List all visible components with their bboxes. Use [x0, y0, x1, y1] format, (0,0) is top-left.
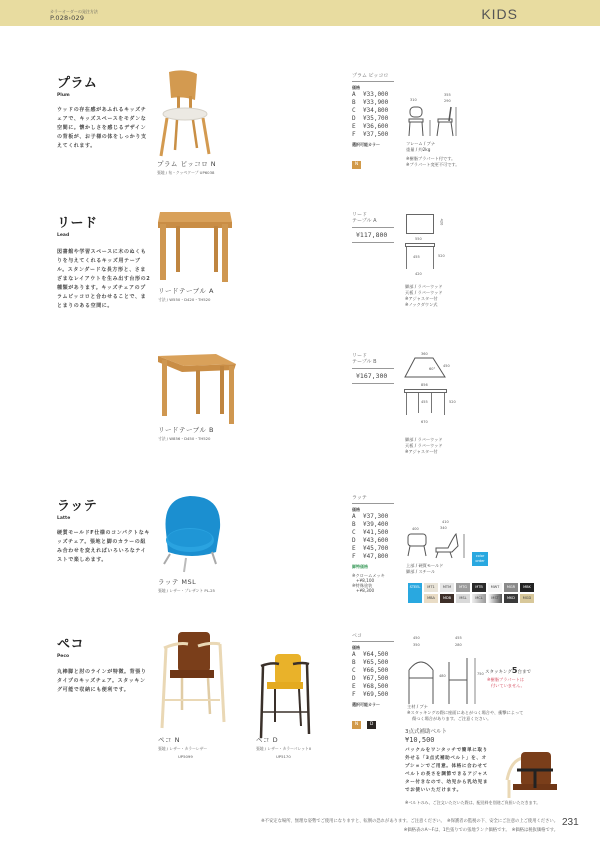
swatch[interactable]: MDB: [440, 594, 454, 603]
latte-heading: ラッテ Latte: [57, 499, 98, 521]
plum-description: ウッドの存在感があふれるキッズチェアで、キッズスペースをモダンな空間に。懐かしさを感じるデザインの背板が、お子様の体をしっかり支えてくれます。: [57, 107, 147, 149]
product-title-en: Plum: [57, 93, 70, 98]
peco-note: ※スタッキングの際に座面にあとがつく場合や、衝撃によって 傷つく場合があります。ご注意ください。: [407, 710, 524, 721]
color-chip-d[interactable]: D: [367, 721, 376, 729]
lead-a-price: ¥117,800: [352, 227, 394, 243]
price-row: E ¥36,600: [352, 123, 389, 130]
latte-chair-image: [156, 492, 228, 574]
peco-n-chair-image: [158, 630, 230, 730]
latte-swatch-row-1: [424, 583, 584, 592]
latte-spec: ラッテ 価格 A ¥37,300 B ¥39,400 C ¥41,500 D ¥43,600 E ¥45,700 F ¥47,800 脚特価格 ※クロームメッキ +¥8,100 ※特殊塗装 +¥8,300: [352, 494, 394, 593]
belt-option: 3点式補助ベルト ¥10,500 バックルをワンタッチで簡単に取り外せる「3点式補助ベルト」を、オプションでご用意。体格に合わせてベルトの長さを調節できるアジャスター付きなので、幼児から乳幼児までお使いいただけます。: [405, 729, 489, 793]
plum-dimension-drawing: 310 355 290: [406, 93, 466, 138]
lead-b-drawing: 360 450 60° 856 455 520 670: [403, 352, 453, 430]
page-number: 231: [562, 817, 579, 828]
price-row: B ¥33,900: [352, 99, 389, 106]
plum-heading: [57, 72, 97, 98]
swatch[interactable]: MST: [488, 594, 502, 603]
peco-n-caption: ペコ N 張地 / レザー・カラーレザー UP5099: [158, 736, 208, 759]
header-subtitle: カラーオーダーの発注方法: [50, 9, 98, 14]
price-row: F ¥37,500: [352, 131, 389, 138]
peco-d-chair-image: [257, 652, 313, 740]
swatch[interactable]: MTG: [456, 583, 470, 592]
price-label: 価格: [352, 85, 360, 90]
category-title: KIDS: [481, 6, 518, 22]
color-order-badge: color order: [472, 552, 488, 566]
latte-options: ※クロームメッキ +¥8,100 ※特殊塗装 +¥8,300: [352, 573, 385, 593]
lead-b-spec: リード テーブル B ¥167,300: [352, 353, 394, 384]
latte-description: 硬質モールドF仕様のコンパクトなキッズチェア。張地と脚のカラーの組み合わせを変えればいろいろなテイストで楽しめます。: [57, 530, 150, 563]
plum-spec: [352, 72, 394, 169]
price-row: C ¥34,800: [352, 107, 389, 114]
latte-caption: ラッテ MSL 張地 / レザー・プレザント PL-25: [158, 578, 215, 593]
swatch[interactable]: MCL: [472, 594, 486, 603]
color-label: 選択可能カラー: [352, 142, 380, 147]
latte-drawing: 400 410 340: [406, 520, 486, 560]
swatch[interactable]: MGD: [520, 594, 534, 603]
peco-drawing: 450 350 455 280 480 750: [405, 636, 485, 706]
peco-warning: ※樹脂プラパートは 付いていません。: [487, 677, 525, 688]
swatch[interactable]: MBA: [424, 594, 438, 603]
plum-caption: [157, 159, 216, 176]
swatch[interactable]: MTM: [440, 583, 454, 592]
page-header: [0, 0, 600, 26]
lead-b-notes: 脚部 / ラバーウッド 天板 / ラバーウッド ※アジャスター付: [405, 437, 443, 454]
price-row: A ¥33,000: [352, 91, 389, 98]
swatch[interactable]: MTB: [472, 583, 486, 592]
lead-table-a-image: [156, 210, 236, 282]
lead-table-b-image: [156, 352, 236, 424]
peco-description: 丸棒脚と肘のラインが特徴。背張りタイプのキッズチェア。スタッキング可能で収納にも便利です。: [57, 669, 147, 693]
plum-material-notes: フレーム / ブナ 重量 / 約2kg ※樹脂プラパート付です。 ※プラパート変更不可です。: [406, 141, 460, 167]
color-chip-n[interactable]: N: [352, 161, 361, 169]
lead-a-spec: リード テーブル A ¥117,800: [352, 212, 394, 243]
lead-description: 図書館や学習スペースに木のぬくもりを与えてくれるキッズ用テーブル。スタンダードな長方形と、さまざまなレイアウトを生み出す台形の2種類があります。キッズチェアのプラムピッコロと合わせることで、まとまりのある空間に。: [57, 249, 151, 309]
swatch[interactable]: MT1: [424, 583, 438, 592]
footer-notes: ※不安定な場所、無理な姿勢でご使用になりますと、転倒の恐れがあります。ご注意ください。 ※保護者の監視の下、安全にご注意の上ご使用ください。 ※価格表のA〜Fは、1色張りでの張地ランク価格です。 ※価格は税抜価格です。: [261, 819, 558, 833]
caption-name: プラム ピッコロ N: [157, 160, 217, 168]
peco-spec: ペコ 価格 A ¥64,500 B ¥65,500 C ¥66,500 D ¥67,500 E ¥68,500 F ¥69,500 選択可能カラー N D: [352, 632, 394, 729]
header-page-ref[interactable]: P.028›029: [50, 14, 85, 22]
peco-d-caption: ペコ D 張地 / レザー・カラーパレットⅡ UP5170: [256, 736, 311, 759]
swatch[interactable]: MSL: [456, 594, 470, 603]
price-row: D ¥35,700: [352, 115, 389, 122]
lead-heading: リード Lead: [57, 216, 98, 238]
swatch[interactable]: MGR: [504, 583, 518, 592]
latte-swatch-row-2: [424, 594, 584, 603]
peco-material: 主材 / ブナ: [407, 704, 428, 709]
belt-image: [505, 750, 560, 798]
lead-b-price: ¥167,300: [352, 368, 394, 384]
lead-a-notes: 脚部 / ラバーウッド 天板 / ラバーウッド ※アジャスター付 ※ノックダウン式: [405, 284, 443, 307]
lead-a-caption: リードテーブル A 寸法 / W550・D420・TH520: [158, 287, 214, 302]
belt-note: ※ベルトのみ、ご注文いただいた際は、配送料を別途ご負担いただきます。: [405, 800, 541, 805]
swatch[interactable]: MWT: [488, 583, 502, 592]
swatch[interactable]: MBK: [520, 583, 534, 592]
stacking-info: スタッキング5台まで: [485, 666, 531, 675]
plum-chair-image: [155, 68, 215, 158]
latte-materials: 上部 / 硬質モールド 脚部 / スチール: [406, 563, 444, 574]
lead-a-drawing: 420 550 455 520 420: [403, 212, 448, 282]
spec-heading: プラム ピッコロ: [352, 72, 394, 82]
color-chip-n[interactable]: N: [352, 721, 361, 729]
caption-sub: 張地 / 布・クッペクープ UP6038: [157, 170, 215, 175]
swatch[interactable]: MKD: [504, 594, 518, 603]
steel-color-label: STEEL: [408, 583, 422, 603]
peco-heading: ペコ Peco: [57, 637, 85, 659]
lead-b-caption: リードテーブル B 寸法 / W856・D450・TH520: [158, 426, 214, 441]
product-title: プラム: [57, 76, 98, 91]
